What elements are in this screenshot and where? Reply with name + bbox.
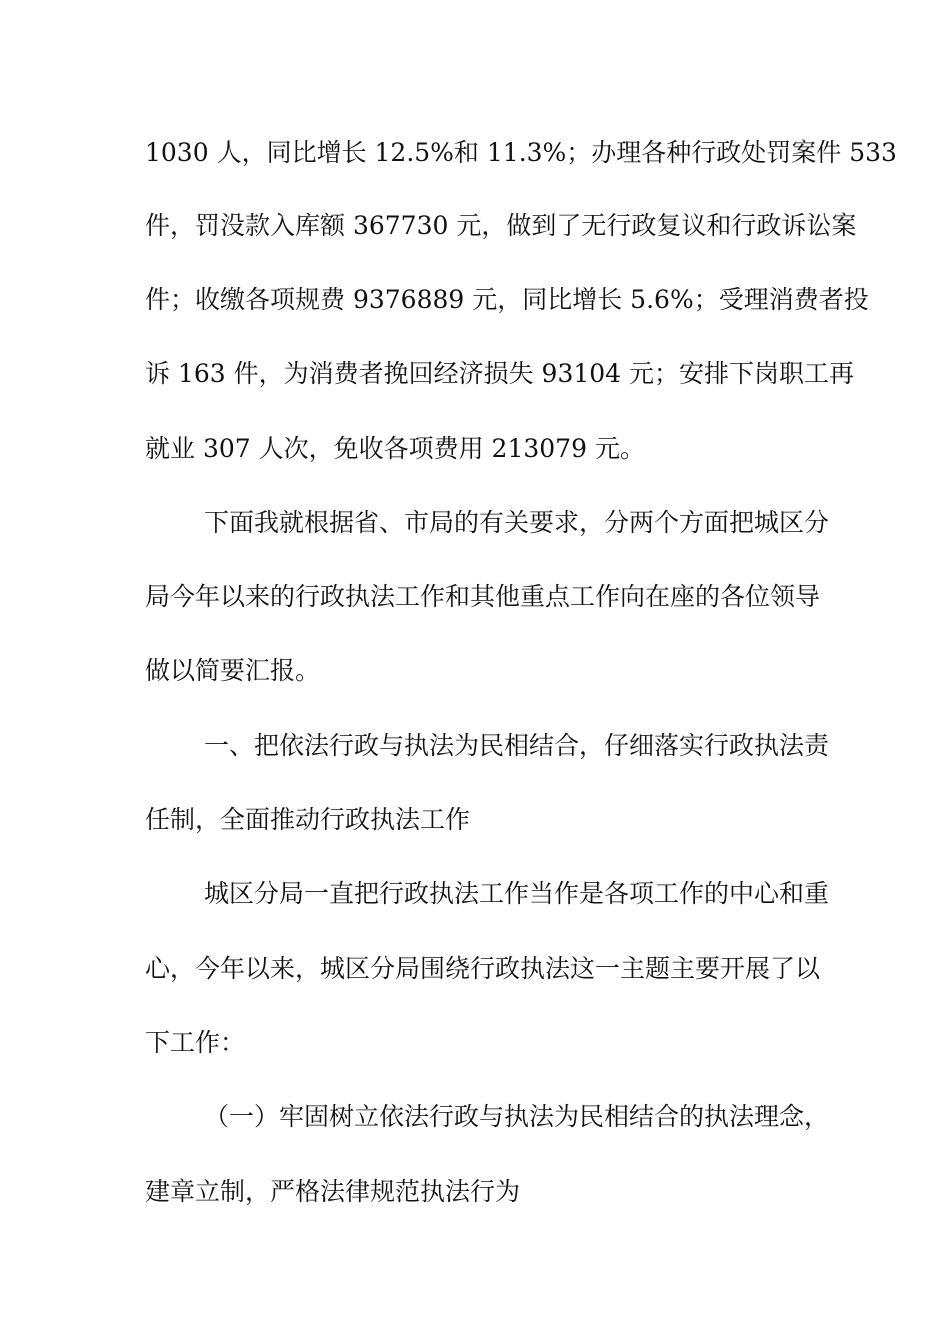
subsection-heading-line: 建章立制，严格法律规范执法行为 (145, 1177, 521, 1206)
section-heading-line: 任制，全面推动行政执法工作 (145, 805, 471, 834)
paragraph-line: 诉 163 件，为消费者挽回经济损失 93104 元；安排下岗职工再 (145, 359, 855, 388)
paragraph-line: 下工作： (145, 1028, 246, 1057)
paragraph-line: 下面我就根据省、市局的有关要求，分两个方面把城区分 (204, 508, 830, 537)
paragraph-line: 做以简要汇报。 (145, 656, 321, 685)
paragraph-line: 就业 307 人次，免收各项费用 213079 元。 (145, 434, 645, 463)
subsection-heading-line: （一）牢固树立依法行政与执法为民相结合的执法理念， (204, 1102, 830, 1131)
paragraph-line: 1030 人，同比增长 12.5%和 11.3%；办理各种行政处罚案件 533 (145, 138, 897, 167)
paragraph-line: 件，罚没款入库额 367730 元，做到了无行政复议和行政诉讼案 (145, 211, 857, 240)
paragraph-line: 心，今年以来，城区分局围绕行政执法这一主题主要开展了以 (145, 954, 821, 983)
paragraph-line: 件；收缴各项规费 9376889 元，同比增长 5.6%；受理消费者投 (145, 285, 869, 314)
section-heading-line: 一、把依法行政与执法为民相结合，仔细落实行政执法责 (204, 731, 830, 760)
paragraph-line: 城区分局一直把行政执法工作当作是各项工作的中心和重 (204, 879, 830, 908)
paragraph-line: 局今年以来的行政执法工作和其他重点工作向在座的各位领导 (145, 582, 821, 611)
